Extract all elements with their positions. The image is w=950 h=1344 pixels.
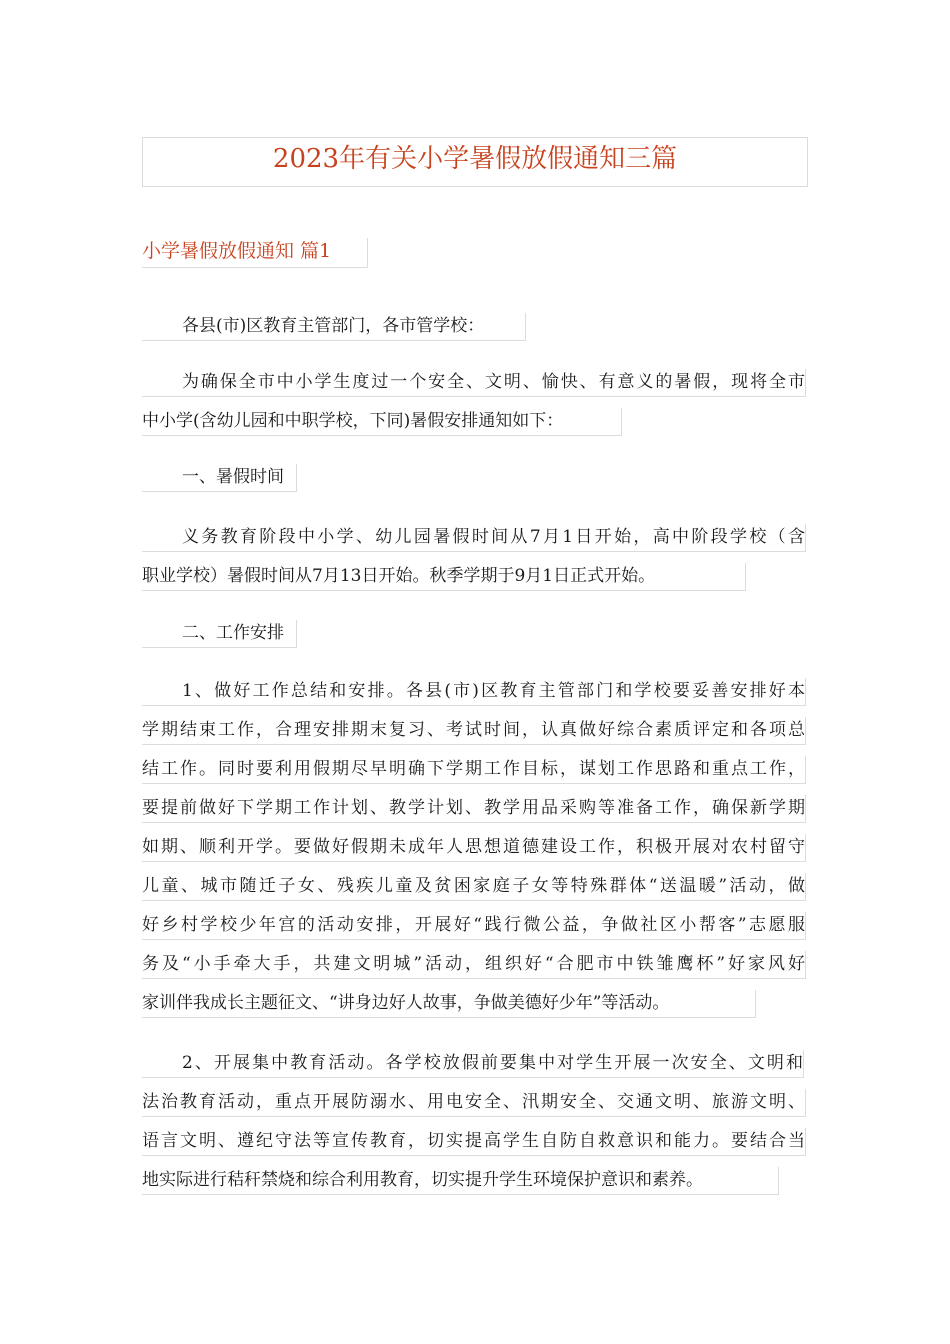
item1-line: 结工作。同时要利用假期尽早明确下学期工作目标，谋划工作思路和重点工作，: [142, 756, 806, 784]
item1-line: 要提前做好下学期工作计划、教学计划、教学用品采购等准备工作，确保新学期: [142, 795, 806, 823]
item1-line: 儿童、城市随迁子女、残疾儿童及贫困家庭子女等特殊群体“送温暖”活动，做: [142, 873, 806, 901]
item1-line: 好乡村学校少年宫的活动安排，开展好“践行微公益，争做社区小帮客”志愿服: [142, 912, 806, 940]
item1-line: 1、做好工作总结和安排。各县(市)区教育主管部门和学校要妥善安排好本: [142, 678, 806, 706]
item1-line: 如期、顺利开学。要做好假期未成年人思想道德建设工作，积极开展对农村留守: [142, 834, 806, 862]
item1-line: 学期结束工作，合理安排期末复习、考试时间，认真做好综合素质评定和各项总: [142, 717, 806, 745]
section-heading: 小学暑假放假通知 篇1: [142, 238, 368, 268]
salutation-line: 各县(市)区教育主管部门，各市管学校：: [142, 313, 526, 341]
time-line: 职业学校）暑假时间从7月13日开始。秋季学期于9月1日正式开始。: [142, 563, 746, 591]
item1-line: 家训伴我成长主题征文、“讲身边好人故事，争做美德好少年”等活动。: [142, 990, 756, 1018]
intro-line: 中小学(含幼儿园和中职学校，下同)暑假安排通知如下：: [142, 408, 622, 436]
heading-vacation-time: 一、暑假时间: [142, 464, 297, 492]
time-line: 义务教育阶段中小学、幼儿园暑假时间从7月1日开始，高中阶段学校（含: [142, 524, 806, 552]
item2-line: 语言文明、遵纪守法等宣传教育，切实提高学生自防自救意识和能力。要结合当: [142, 1128, 806, 1156]
item2-line: 地实际进行秸秆禁烧和综合利用教育，切实提升学生环境保护意识和素养。: [142, 1167, 779, 1195]
item2-line: 2、开展集中教育活动。各学校放假前要集中对学生开展一次安全、文明和: [142, 1050, 804, 1078]
item2-line: 法治教育活动，重点开展防溺水、用电安全、汛期安全、交通文明、旅游文明、: [142, 1089, 806, 1117]
document-title: 2023年有关小学暑假放假通知三篇: [142, 137, 808, 187]
heading-work-arrangement: 二、工作安排: [142, 620, 297, 648]
item1-line: 务及“小手牵大手，共建文明城”活动，组织好“合肥市中铁雏鹰杯”好家风好: [142, 951, 806, 979]
intro-line: 为确保全市中小学生度过一个安全、文明、愉快、有意义的暑假，现将全市: [142, 369, 806, 397]
